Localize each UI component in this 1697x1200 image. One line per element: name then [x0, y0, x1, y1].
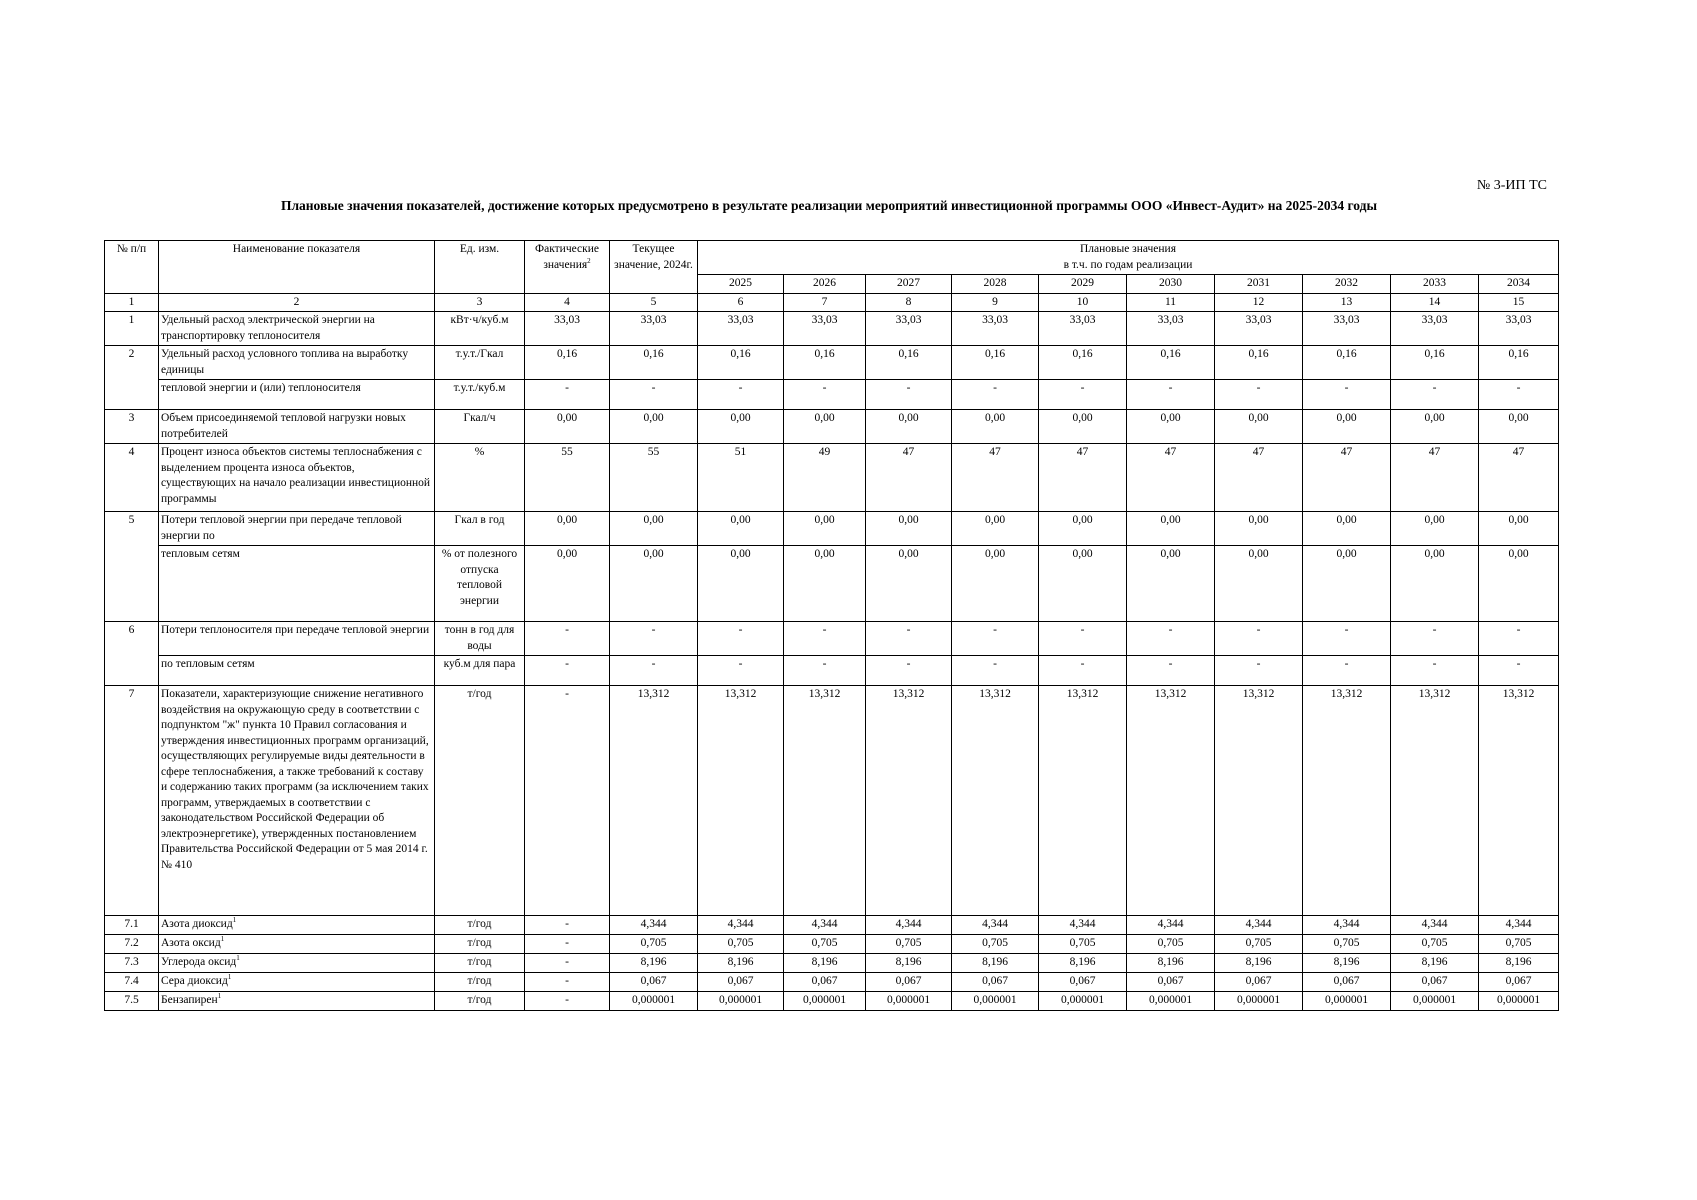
plan-value-2033: 0,000001 [1391, 992, 1479, 1011]
plan-value-2034: 0,000001 [1479, 992, 1559, 1011]
current-value: 33,03 [610, 312, 698, 346]
column-number: 8 [866, 293, 952, 312]
plan-value-2025: 0,067 [698, 973, 784, 992]
plan-value-2026: 0,00 [784, 512, 866, 546]
column-number: 6 [698, 293, 784, 312]
plan-value-2027: 33,03 [866, 312, 952, 346]
indicator-name [159, 686, 435, 916]
indicator-name-text: Бензапирен [161, 994, 218, 1006]
plan-value-2034: 8,196 [1479, 954, 1559, 973]
indicator-name [159, 954, 435, 973]
plan-value-2027: 13,312 [866, 686, 952, 916]
indicator-name [159, 380, 435, 410]
column-number: 15 [1479, 293, 1559, 312]
plan-value-2027: 0,00 [866, 410, 952, 444]
indicator-name [159, 992, 435, 1011]
actual-value: - [525, 656, 610, 686]
row-number: 6 [105, 622, 159, 686]
column-number: 5 [610, 293, 698, 312]
unit-cell: т/год [435, 992, 525, 1011]
plan-value-2026: 0,000001 [784, 992, 866, 1011]
actual-value: 0,00 [525, 546, 610, 622]
plan-value-2028: 13,312 [952, 686, 1039, 916]
header-year-2030: 2030 [1127, 275, 1215, 294]
plan-value-2030: 33,03 [1127, 312, 1215, 346]
plan-value-2029: 0,00 [1039, 512, 1127, 546]
header-num: № п/п [105, 241, 159, 294]
plan-value-2034: 0,16 [1479, 346, 1559, 380]
table-row [105, 546, 1559, 622]
header-actual [525, 241, 610, 294]
plan-value-2029: - [1039, 622, 1127, 656]
row-number: 3 [105, 410, 159, 444]
footnote-mark: 1 [227, 973, 232, 982]
plan-value-2027: - [866, 380, 952, 410]
header-current: Текущее значение, 2024г. [610, 241, 698, 294]
column-number: 1 [105, 293, 159, 312]
actual-value: - [525, 622, 610, 656]
plan-value-2034: 4,344 [1479, 916, 1559, 935]
current-value: - [610, 622, 698, 656]
footnote-mark: 1 [220, 935, 225, 944]
plan-value-2028: 0,00 [952, 410, 1039, 444]
plan-value-2028: - [952, 656, 1039, 686]
plan-value-2029: 33,03 [1039, 312, 1127, 346]
plan-value-2030: 0,00 [1127, 512, 1215, 546]
column-number: 12 [1215, 293, 1303, 312]
column-numbers-row [105, 293, 1559, 312]
footnote-mark: 1 [236, 954, 240, 963]
indicator-name [159, 346, 435, 380]
header-unit: Ед. изм. [435, 241, 525, 294]
plan-value-2033: 0,16 [1391, 346, 1479, 380]
plan-value-2028: 33,03 [952, 312, 1039, 346]
plan-value-2025: - [698, 380, 784, 410]
actual-value: - [525, 916, 610, 935]
plan-value-2034: 0,00 [1479, 410, 1559, 444]
document-title: Плановые значения показателей, достижение которых предусмотрено в результате реализации мероприятий инвестиционной программы ООО «Инвест-Аудит» на 2025-2034 годы [280, 198, 1378, 213]
plan-value-2030: 0,000001 [1127, 992, 1215, 1011]
plan-value-2032: 0,705 [1303, 935, 1391, 954]
indicator-name-text: Углерода оксид [161, 956, 237, 968]
plan-value-2029: 0,067 [1039, 973, 1127, 992]
plan-value-2025: 33,03 [698, 312, 784, 346]
actual-value: 0,00 [525, 512, 610, 546]
plan-value-2027: 47 [866, 444, 952, 512]
plan-value-2025: 0,16 [698, 346, 784, 380]
actual-value: 33,03 [525, 312, 610, 346]
indicator-name-text: по тепловым сетям [161, 658, 255, 670]
row-number: 5 [105, 512, 159, 622]
header-name: Наименование показателя [159, 241, 435, 294]
indicator-name-text: Сера диоксид [161, 975, 228, 987]
header-year-2027: 2027 [866, 275, 952, 294]
header-actual-text: Фактические значения [535, 243, 599, 271]
plan-value-2025: 0,00 [698, 410, 784, 444]
plan-value-2033: 33,03 [1391, 312, 1479, 346]
unit-cell: куб.м для пара [435, 656, 525, 686]
indicator-name-text: Объем присоединяемой тепловой нагрузки новых потребителей [161, 412, 406, 440]
header-planned-line1: Плановые значения [1079, 243, 1176, 255]
plan-value-2029: 0,000001 [1039, 992, 1127, 1011]
plan-value-2032: - [1303, 622, 1391, 656]
current-value: 0,16 [610, 346, 698, 380]
plan-value-2032: 47 [1303, 444, 1391, 512]
plan-value-2033: 47 [1391, 444, 1479, 512]
plan-value-2032: 0,00 [1303, 410, 1391, 444]
plan-value-2027: 0,16 [866, 346, 952, 380]
plan-value-2034: 0,00 [1479, 512, 1559, 546]
plan-value-2026: - [784, 380, 866, 410]
column-number: 7 [784, 293, 866, 312]
plan-value-2030: - [1127, 380, 1215, 410]
plan-value-2034: 33,03 [1479, 312, 1559, 346]
row-number: 7.2 [105, 935, 159, 954]
indicator-name [159, 622, 435, 656]
plan-value-2030: 13,312 [1127, 686, 1215, 916]
row-number: 7.5 [105, 992, 159, 1011]
plan-value-2026: 0,00 [784, 546, 866, 622]
current-value: 8,196 [610, 954, 698, 973]
plan-value-2030: 4,344 [1127, 916, 1215, 935]
row-number: 7.3 [105, 954, 159, 973]
current-value: 55 [610, 444, 698, 512]
plan-value-2030: - [1127, 622, 1215, 656]
plan-value-2028: 0,00 [952, 512, 1039, 546]
plan-value-2025: 0,00 [698, 512, 784, 546]
current-value: 0,000001 [610, 992, 698, 1011]
plan-value-2026: 33,03 [784, 312, 866, 346]
unit-cell: т/год [435, 686, 525, 916]
plan-value-2025: 0,705 [698, 935, 784, 954]
row-number: 4 [105, 444, 159, 512]
indicator-name-text: Азота оксид [161, 937, 221, 949]
header-year-2026: 2026 [784, 275, 866, 294]
indicators-table [104, 240, 1559, 1011]
column-number: 13 [1303, 293, 1391, 312]
plan-value-2028: - [952, 380, 1039, 410]
plan-value-2033: - [1391, 656, 1479, 686]
table-row [105, 992, 1559, 1011]
plan-value-2028: 8,196 [952, 954, 1039, 973]
plan-value-2032: 0,067 [1303, 973, 1391, 992]
indicator-name-text: тепловым сетям [161, 548, 240, 560]
actual-value: 0,00 [525, 410, 610, 444]
plan-value-2028: 4,344 [952, 916, 1039, 935]
plan-value-2032: 4,344 [1303, 916, 1391, 935]
plan-value-2028: 47 [952, 444, 1039, 512]
plan-value-2029: 0,00 [1039, 410, 1127, 444]
table-row [105, 410, 1559, 444]
plan-value-2030: 0,705 [1127, 935, 1215, 954]
plan-value-2027: 4,344 [866, 916, 952, 935]
plan-value-2033: 4,344 [1391, 916, 1479, 935]
unit-cell: т.у.т./Гкал [435, 346, 525, 380]
row-number: 7.4 [105, 973, 159, 992]
plan-value-2029: 13,312 [1039, 686, 1127, 916]
plan-value-2033: 0,00 [1391, 512, 1479, 546]
actual-value: - [525, 954, 610, 973]
plan-value-2034: - [1479, 380, 1559, 410]
indicator-name [159, 512, 435, 546]
plan-value-2034: - [1479, 656, 1559, 686]
plan-value-2034: 0,00 [1479, 546, 1559, 622]
unit-cell: т.у.т./куб.м [435, 380, 525, 410]
indicator-name [159, 973, 435, 992]
table-row [105, 512, 1559, 546]
unit-cell: т/год [435, 916, 525, 935]
table-row [105, 916, 1559, 935]
footnote-mark: 1 [232, 916, 237, 925]
indicator-name [159, 546, 435, 622]
plan-value-2033: 13,312 [1391, 686, 1479, 916]
table-row [105, 312, 1559, 346]
plan-value-2033: 8,196 [1391, 954, 1479, 973]
plan-value-2026: 0,16 [784, 346, 866, 380]
plan-value-2033: - [1391, 380, 1479, 410]
plan-value-2026: 4,344 [784, 916, 866, 935]
plan-value-2029: 0,16 [1039, 346, 1127, 380]
plan-value-2030: - [1127, 656, 1215, 686]
plan-value-2031: - [1215, 380, 1303, 410]
header-year-2025: 2025 [698, 275, 784, 294]
current-value: 13,312 [610, 686, 698, 916]
row-number: 7.1 [105, 916, 159, 935]
plan-value-2027: 8,196 [866, 954, 952, 973]
table-row [105, 380, 1559, 410]
indicator-name-text: Азота диоксид [161, 918, 233, 930]
plan-value-2027: - [866, 656, 952, 686]
plan-value-2029: - [1039, 380, 1127, 410]
plan-value-2031: 0,16 [1215, 346, 1303, 380]
header-year-2034: 2034 [1479, 275, 1559, 294]
unit-cell: % от полезного отпуска тепловой энергии [435, 546, 525, 622]
indicator-name-text: тепловой энергии и (или) теплоносителя [161, 382, 361, 394]
actual-value: 55 [525, 444, 610, 512]
unit-cell: Гкал в год [435, 512, 525, 546]
plan-value-2026: - [784, 656, 866, 686]
unit-cell: т/год [435, 954, 525, 973]
header-actual-sup: 2 [587, 256, 591, 265]
plan-value-2025: 0,000001 [698, 992, 784, 1011]
actual-value: - [525, 686, 610, 916]
table-row [105, 622, 1559, 656]
plan-value-2031: 0,067 [1215, 973, 1303, 992]
header-year-2031: 2031 [1215, 275, 1303, 294]
plan-value-2030: 47 [1127, 444, 1215, 512]
plan-value-2028: 0,000001 [952, 992, 1039, 1011]
plan-value-2031: 0,00 [1215, 546, 1303, 622]
plan-value-2030: 8,196 [1127, 954, 1215, 973]
plan-value-2026: 0,067 [784, 973, 866, 992]
plan-value-2033: 0,00 [1391, 546, 1479, 622]
table-row [105, 444, 1559, 512]
indicator-name-text: Потери теплоносителя при передаче тепловой энергии [161, 624, 430, 636]
plan-value-2027: 0,705 [866, 935, 952, 954]
plan-value-2027: - [866, 622, 952, 656]
header-year-2033: 2033 [1391, 275, 1479, 294]
plan-value-2034: 0,705 [1479, 935, 1559, 954]
plan-value-2025: - [698, 656, 784, 686]
column-number: 4 [525, 293, 610, 312]
indicator-name [159, 656, 435, 686]
plan-value-2031: 33,03 [1215, 312, 1303, 346]
plan-value-2034: 13,312 [1479, 686, 1559, 916]
plan-value-2029: 0,00 [1039, 546, 1127, 622]
row-number: 2 [105, 346, 159, 410]
plan-value-2027: 0,00 [866, 512, 952, 546]
plan-value-2029: 4,344 [1039, 916, 1127, 935]
column-number: 2 [159, 293, 435, 312]
plan-value-2031: - [1215, 622, 1303, 656]
plan-value-2025: - [698, 622, 784, 656]
unit-cell: т/год [435, 935, 525, 954]
plan-value-2028: 0,00 [952, 546, 1039, 622]
plan-value-2033: 0,00 [1391, 410, 1479, 444]
indicator-name [159, 916, 435, 935]
plan-value-2032: 13,312 [1303, 686, 1391, 916]
actual-value: - [525, 973, 610, 992]
current-value: 0,00 [610, 410, 698, 444]
plan-value-2029: 47 [1039, 444, 1127, 512]
plan-value-2031: 47 [1215, 444, 1303, 512]
plan-value-2028: 0,16 [952, 346, 1039, 380]
current-value: - [610, 380, 698, 410]
plan-value-2031: 0,000001 [1215, 992, 1303, 1011]
actual-value: 0,16 [525, 346, 610, 380]
indicator-name [159, 444, 435, 512]
column-number: 14 [1391, 293, 1479, 312]
plan-value-2029: 0,705 [1039, 935, 1127, 954]
plan-value-2030: 0,16 [1127, 346, 1215, 380]
row-number: 1 [105, 312, 159, 346]
unit-cell: Гкал/ч [435, 410, 525, 444]
plan-value-2034: 0,067 [1479, 973, 1559, 992]
table-row [105, 973, 1559, 992]
plan-value-2027: 0,00 [866, 546, 952, 622]
column-number: 9 [952, 293, 1039, 312]
indicator-name-text: Удельный расход условного топлива на выработку единицы [161, 348, 409, 376]
plan-value-2031: 0,00 [1215, 410, 1303, 444]
plan-value-2027: 0,000001 [866, 992, 952, 1011]
form-number: № 3-ИП ТС [1476, 178, 1547, 193]
plan-value-2028: 0,067 [952, 973, 1039, 992]
plan-value-2033: - [1391, 622, 1479, 656]
plan-value-2031: - [1215, 656, 1303, 686]
indicator-name-text: Удельный расход электрической энергии на транспортировку теплоносителя [161, 314, 375, 342]
unit-cell: тонн в год для воды [435, 622, 525, 656]
plan-value-2033: 0,705 [1391, 935, 1479, 954]
plan-value-2026: 49 [784, 444, 866, 512]
plan-value-2026: 0,00 [784, 410, 866, 444]
table-row [105, 656, 1559, 686]
table-row [105, 346, 1559, 380]
plan-value-2031: 13,312 [1215, 686, 1303, 916]
unit-cell: кВт·ч/куб.м [435, 312, 525, 346]
current-value: - [610, 656, 698, 686]
actual-value: - [525, 992, 610, 1011]
plan-value-2034: - [1479, 622, 1559, 656]
indicator-name-text: Потери тепловой энергии при передаче тепловой энергии по [161, 514, 402, 542]
column-number: 3 [435, 293, 525, 312]
plan-value-2026: 13,312 [784, 686, 866, 916]
column-number: 10 [1039, 293, 1127, 312]
plan-value-2031: 4,344 [1215, 916, 1303, 935]
footnote-mark: 1 [217, 992, 222, 1001]
plan-value-2026: 8,196 [784, 954, 866, 973]
plan-value-2029: - [1039, 656, 1127, 686]
unit-cell: т/год [435, 973, 525, 992]
indicator-name-text: Показатели, характеризующие снижение негативного воздействия на окружающую среду в соответствии с подпунктом "ж" пункта 10 Правил согласования и утверждения инвестиционных программ организаций, осуществляющих регулируемые виды деятельности в сфере теплоснабжения, а также требований к составу и содержанию таких программ (за исключением таких программ, утверждаемых в соответствии с законодательством Российской Федерации об электроэнергетике), утвержденных постановлением Правительства Российской Федерации от 5 мая 2014 г. № 410 [161, 688, 429, 871]
plan-value-2034: 47 [1479, 444, 1559, 512]
indicator-name [159, 935, 435, 954]
table-row [105, 954, 1559, 973]
plan-value-2030: 0,067 [1127, 973, 1215, 992]
actual-value: - [525, 380, 610, 410]
current-value: 0,705 [610, 935, 698, 954]
header-year-2032: 2032 [1303, 275, 1391, 294]
row-number: 7 [105, 686, 159, 916]
plan-value-2025: 8,196 [698, 954, 784, 973]
plan-value-2032: 0,16 [1303, 346, 1391, 380]
header-year-2029: 2029 [1039, 275, 1127, 294]
current-value: 0,00 [610, 512, 698, 546]
header-planned-line2: в т.ч. по годам реализации [1063, 258, 1193, 271]
plan-value-2031: 8,196 [1215, 954, 1303, 973]
current-value: 0,00 [610, 546, 698, 622]
indicator-name [159, 312, 435, 346]
plan-value-2028: 0,705 [952, 935, 1039, 954]
plan-value-2033: 0,067 [1391, 973, 1479, 992]
table-row [105, 935, 1559, 954]
header-year-2028: 2028 [952, 275, 1039, 294]
plan-value-2026: 0,705 [784, 935, 866, 954]
current-value: 0,067 [610, 973, 698, 992]
plan-value-2025: 4,344 [698, 916, 784, 935]
plan-value-2026: - [784, 622, 866, 656]
plan-value-2032: 33,03 [1303, 312, 1391, 346]
indicator-name [159, 410, 435, 444]
actual-value: - [525, 935, 610, 954]
unit-cell: % [435, 444, 525, 512]
plan-value-2032: 0,00 [1303, 512, 1391, 546]
plan-value-2031: 0,705 [1215, 935, 1303, 954]
table-row [105, 686, 1559, 916]
plan-value-2032: 8,196 [1303, 954, 1391, 973]
column-number: 11 [1127, 293, 1215, 312]
indicator-name-text: Процент износа объектов системы теплоснабжения с выделением процента износа объектов, существующих на начало реализации инвестиционной программы [161, 446, 431, 505]
header-planned [698, 241, 1559, 275]
plan-value-2025: 0,00 [698, 546, 784, 622]
plan-value-2032: 0,00 [1303, 546, 1391, 622]
current-value: 4,344 [610, 916, 698, 935]
plan-value-2032: - [1303, 380, 1391, 410]
plan-value-2025: 13,312 [698, 686, 784, 916]
plan-value-2028: - [952, 622, 1039, 656]
plan-value-2027: 0,067 [866, 973, 952, 992]
plan-value-2030: 0,00 [1127, 410, 1215, 444]
plan-value-2032: 0,000001 [1303, 992, 1391, 1011]
header-row [105, 241, 1559, 275]
plan-value-2029: 8,196 [1039, 954, 1127, 973]
plan-value-2031: 0,00 [1215, 512, 1303, 546]
plan-value-2032: - [1303, 656, 1391, 686]
plan-value-2025: 51 [698, 444, 784, 512]
plan-value-2030: 0,00 [1127, 546, 1215, 622]
